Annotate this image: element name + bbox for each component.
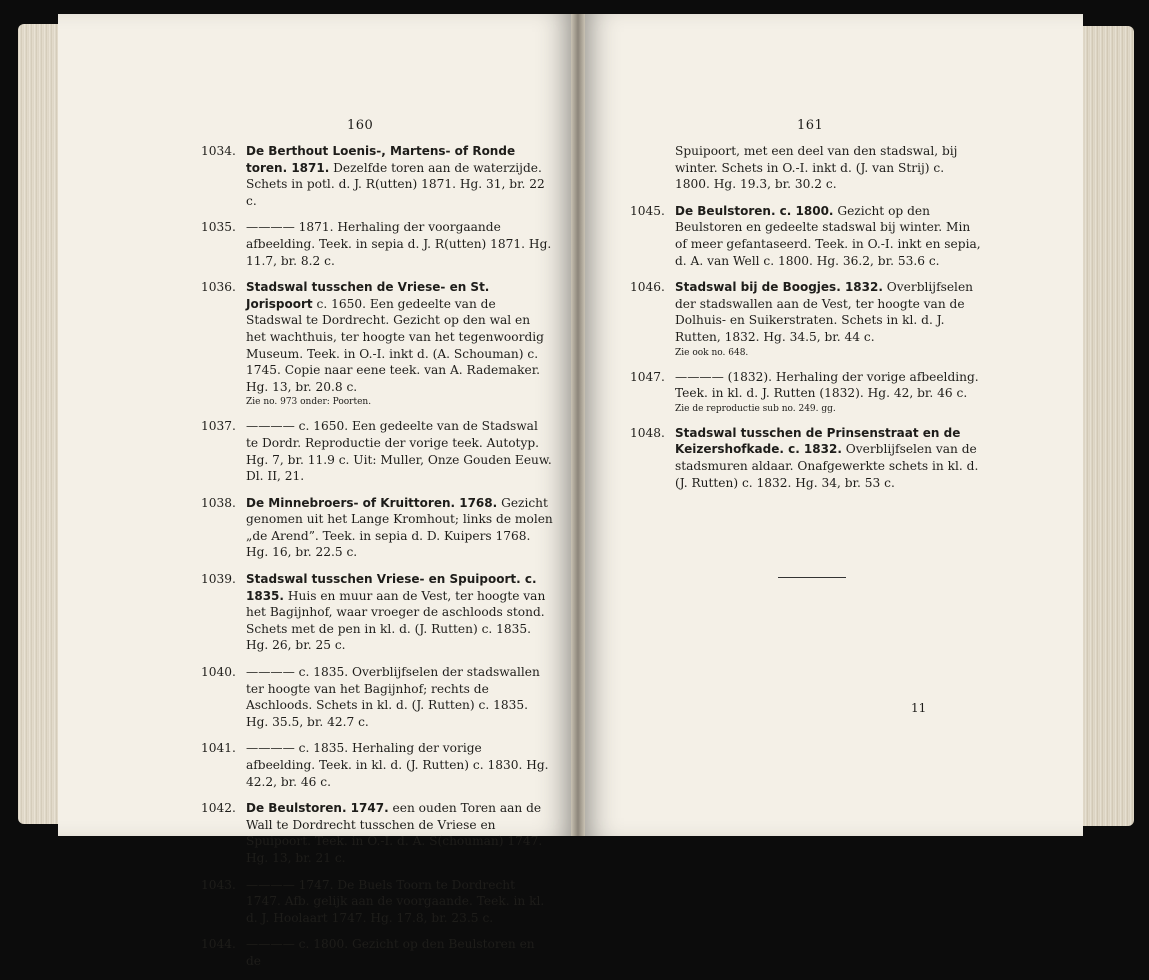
- entry-text: c. 1650. Een gedeelte van de Stadswal te Dordrecht. Gezicht op den wal en het wachthuis, ter hoogte van het tegenwoordig Museum. Teek. in O.-I. inkt d. (A. Schouman) c. 1745. Copie naar eene teek. van A. Rademaker. Hg. 13, br. 20.8 c.: [246, 296, 544, 394]
- entry-heading: De Beulstoren. c. 1800.: [675, 203, 834, 218]
- entry-text: ———— 1747. De Buels Toorn te Dordrecht 1747. Afb. gelijk aan de voorgaande. Teek. in kl. d. J. Hoolaart 1747. Hg. 17.8, br. 23.5 c.: [246, 877, 545, 925]
- left-page: [58, 14, 578, 968]
- entry-text: Huis en muur aan de Vest, ter hoogte van het Bagijnhof, waar vroeger de aschloods stond. Schets met de pen in kl. d. (J. Rutten) c. 1835. Hg. 26, br. 25 c.: [246, 588, 546, 653]
- end-rule: [778, 577, 846, 578]
- page-number: 161: [797, 118, 824, 133]
- entry-text: ———— c. 1650. Een gedeelte van de Stadswal te Dordr. Reproductie der vorige teek. Autotyp. Hg. 7, br. 11.9 c. Uit: Muller, Onze Gouden Eeuw. Dl. II, 21.: [246, 419, 552, 484]
- entry-text: Gezicht genomen uit het Lange Kromhout; links de molen „de Arend”. Teek. in sepia d. D. Kuipers 1768. Hg. 16, br. 22.5 c.: [246, 495, 553, 560]
- catalogue-entry: [201, 664, 553, 730]
- catalogue-entry: [201, 936, 553, 969]
- entry-number: 1048.: [630, 425, 665, 440]
- catalogue-entry: [201, 800, 553, 866]
- entry-text: ———— c. 1835. Overblijfselen der stadswallen ter hoogte van het Bagijnhof; rechts de Aschloods. Schets in kl. d. (J. Rutten) c. 1835. Hg. 35.5, br. 42.7 c.: [246, 665, 540, 729]
- entry-number: 1046.: [630, 280, 665, 295]
- entry-heading: De Berthout Loenis-, Martens- of Ronde toren. 1871.: [246, 144, 516, 175]
- entry-heading: Stadswal tusschen Vriese- en Spuipoort. c. 1835.: [246, 572, 537, 603]
- entry-text: Dezelfde toren aan de waterzijde. Schets in potl. d. J. R(utten) 1871. Hg. 31, br. 22 c.: [246, 160, 545, 208]
- catalogue-entries: [630, 143, 982, 501]
- book-gutter: [571, 14, 585, 836]
- entry-note: Zie ook no. 648.: [675, 347, 749, 358]
- catalogue-entry: [201, 877, 553, 927]
- entry-heading: De Beulstoren. 1747.: [246, 801, 389, 816]
- entry-number: 1045.: [630, 203, 665, 218]
- entry-number: 1034.: [201, 144, 236, 158]
- entry-note: Zie de reproductie sub no. 249. gg.: [675, 403, 836, 414]
- entry-number: 1044.: [201, 937, 236, 952]
- entry-heading: De Minnebroers- of Kruittoren. 1768.: [246, 495, 498, 510]
- catalogue-entry: [201, 219, 553, 269]
- catalogue-entry: [630, 279, 982, 358]
- entry-number: 1038.: [201, 495, 236, 510]
- entry-text: ———— 1871. Herhaling der voorgaande afbeelding. Teek. in sepia d. J. R(utten) 1871. Hg. 11.7, br. 8.2 c.: [246, 220, 552, 268]
- entry-number: 1035.: [201, 220, 236, 235]
- entry-number: 1040.: [201, 665, 236, 680]
- entry-text: een ouden Toren aan de Wall te Dordrecht tusschen de Vriese en Spuipoort. Teek. in O.-I. d. A. S(chouman) 1747. Hg. 13, br. 21 c.: [246, 801, 543, 865]
- entry-number: 1043.: [201, 877, 236, 892]
- entry-text: Gezicht op den Beulstoren en gedeelte stadswal bij winter. Min of meer gefantaseerd. Teek. in O.-I. inkt en sepia, d. A. van Well c. 1800. Hg. 36.2, br. 53.6 c.: [675, 203, 981, 268]
- catalogue-entry: [201, 571, 553, 654]
- entry-continuation: Spuipoort, met een deel van den stadswal, bij winter. Schets in O.-I. inkt d. (J. van Strij) c. 1800. Hg. 19.3, br. 30.2 c.: [675, 144, 958, 192]
- entry-number: 1047.: [630, 369, 665, 384]
- page-number: 160: [347, 118, 374, 133]
- catalogue-entry: [630, 203, 982, 269]
- catalogue-entry: [201, 495, 553, 561]
- entry-heading: Stadswal bij de Boogjes. 1832.: [675, 280, 883, 295]
- entry-number: 1037.: [201, 419, 236, 434]
- catalogue-entries: [201, 143, 553, 980]
- entry-text: Overblijfselen van de stadsmuren aldaar. Onafgewerkte schets in kl. d. (J. Rutten) c. 1832. Hg. 34, br. 53 c.: [675, 442, 979, 490]
- catalogue-entry: [201, 143, 553, 209]
- entry-heading: Stadswal tusschen de Vriese- en St. Jorispoort: [246, 280, 490, 311]
- entry-number: 1039.: [201, 572, 236, 587]
- entry-number: 1042.: [201, 801, 236, 816]
- entry-text: ———— c. 1835. Herhaling der vorige afbeelding. Teek. in kl. d. (J. Rutten) c. 1830. Hg. 42.2, br. 46 c.: [246, 741, 549, 789]
- catalogue-entry: [630, 369, 982, 415]
- entry-text: Overblijfselen der stadswallen aan de Vest, ter hoogte van de Dolhuis- en Suikerstraten. Schets in kl. d. J. Rutten, 1832. Hg. 34.5, br. 44 c.: [675, 280, 974, 344]
- entry-text: ———— c. 1800. Gezicht op den Beulstoren en de: [246, 937, 535, 968]
- entry-number: 1041.: [201, 741, 236, 756]
- entry-number: 1036.: [201, 280, 236, 295]
- catalogue-entry: [201, 418, 553, 484]
- catalogue-entry: [630, 425, 982, 491]
- right-page: [578, 14, 1083, 836]
- catalogue-entry: [201, 740, 553, 790]
- entry-text: ———— (1832). Herhaling der vorige afbeelding. Teek. in kl. d. J. Rutten (1832). Hg. 42, br. 46 c.: [675, 369, 979, 401]
- open-book: [18, 14, 1134, 968]
- entry-note: Zie no. 973 onder: Poorten.: [246, 397, 372, 408]
- catalogue-entry: [201, 279, 553, 408]
- entry-heading: Stadswal tusschen de Prinsenstraat en de Keizershofkade. c. 1832.: [675, 425, 961, 457]
- signature-mark: 11: [911, 701, 927, 715]
